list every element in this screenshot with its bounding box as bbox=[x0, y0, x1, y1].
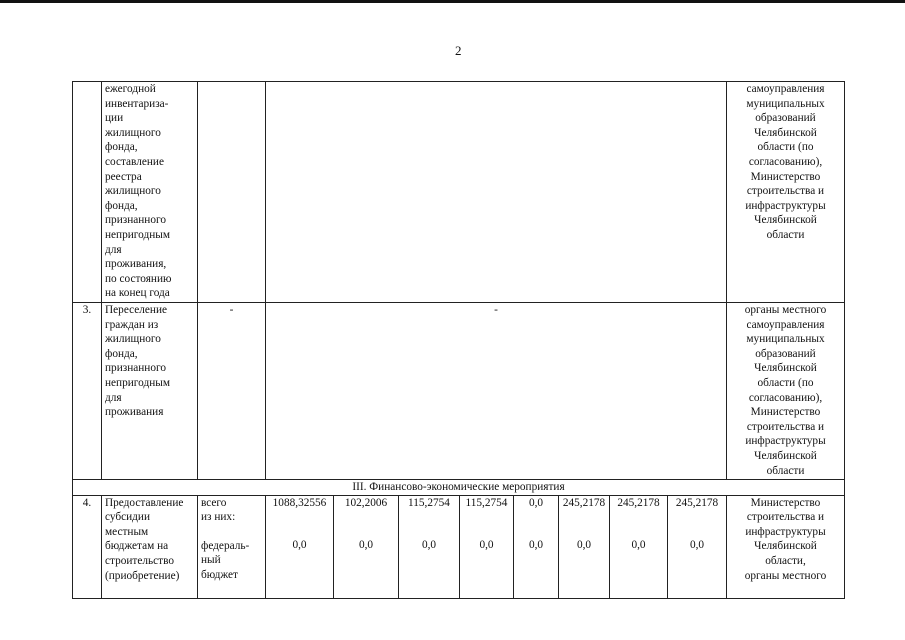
value-cell bbox=[266, 495, 334, 598]
activity-name-cell: Предоставление субсидии местным бюджетам на строительство (приобретение) bbox=[102, 495, 198, 598]
value-cell bbox=[668, 495, 727, 598]
row-number-cell: 3. bbox=[73, 303, 102, 480]
top-border-line bbox=[0, 0, 905, 3]
value-cell bbox=[514, 495, 559, 598]
section-row bbox=[73, 480, 845, 496]
table-row bbox=[73, 303, 845, 480]
federal-value: 0,0 bbox=[421, 539, 437, 552]
values-cell bbox=[266, 82, 727, 303]
source-cell bbox=[198, 82, 266, 303]
total-value: 245,2178 bbox=[617, 496, 660, 509]
total-value: 245,2178 bbox=[675, 496, 719, 509]
values-cell: - bbox=[266, 303, 727, 480]
table-row bbox=[73, 82, 845, 303]
value-cell bbox=[399, 495, 460, 598]
activity-name-cell: Переселение граждан из жилищного фонда, признанного непригодным для проживания bbox=[102, 303, 198, 480]
total-value: 1088,32556 bbox=[272, 496, 327, 509]
source-federal-label: федераль- ный бюджет bbox=[201, 539, 250, 581]
total-value: 115,2754 bbox=[465, 496, 508, 509]
section-title: III. Финансово-экономические мероприятия bbox=[73, 480, 845, 496]
source-total-label: всего из них: bbox=[201, 496, 236, 524]
table-row bbox=[73, 495, 845, 598]
responsible-cell: Министерство строительства и инфраструктуры Челябинской области, органы местного bbox=[727, 495, 845, 598]
source-cell bbox=[198, 495, 266, 598]
source-cell: - bbox=[198, 303, 266, 480]
total-value: 245,2178 bbox=[562, 496, 606, 509]
value-cell bbox=[334, 495, 399, 598]
responsible-cell: самоуправления муниципальных образований Челябинской области (по согласованию), Министерство строительства и инфраструктуры Челябинской области bbox=[727, 82, 845, 303]
row-number-cell: 4. bbox=[73, 495, 102, 598]
federal-value: 0,0 bbox=[358, 539, 374, 552]
federal-value: 0,0 bbox=[528, 539, 544, 552]
federal-value: 0,0 bbox=[689, 539, 705, 552]
total-value: 102,2006 bbox=[344, 496, 388, 509]
responsible-cell: органы местного самоуправления муниципальных образований Челябинской области (по согласованию), Министерство строительства и инфраструктуры Челябинской области bbox=[727, 303, 845, 480]
federal-value: 0,0 bbox=[576, 539, 592, 552]
total-value: 115,2754 bbox=[408, 496, 450, 509]
value-cell bbox=[460, 495, 514, 598]
row-number-cell bbox=[73, 82, 102, 303]
value-cell bbox=[610, 495, 668, 598]
federal-value: 0,0 bbox=[479, 539, 494, 552]
federal-value: 0,0 bbox=[631, 539, 646, 552]
program-table bbox=[72, 81, 845, 599]
federal-value: 0,0 bbox=[292, 539, 307, 552]
total-value: 0,0 bbox=[528, 496, 544, 509]
page-number: 2 bbox=[455, 43, 462, 58]
value-cell bbox=[559, 495, 610, 598]
activity-name-cell: ежегодной инвентариза- ции жилищного фонда, составление реестра жилищного фонда, признанного непригодным для проживания, по состоянию на конец года bbox=[102, 82, 198, 303]
